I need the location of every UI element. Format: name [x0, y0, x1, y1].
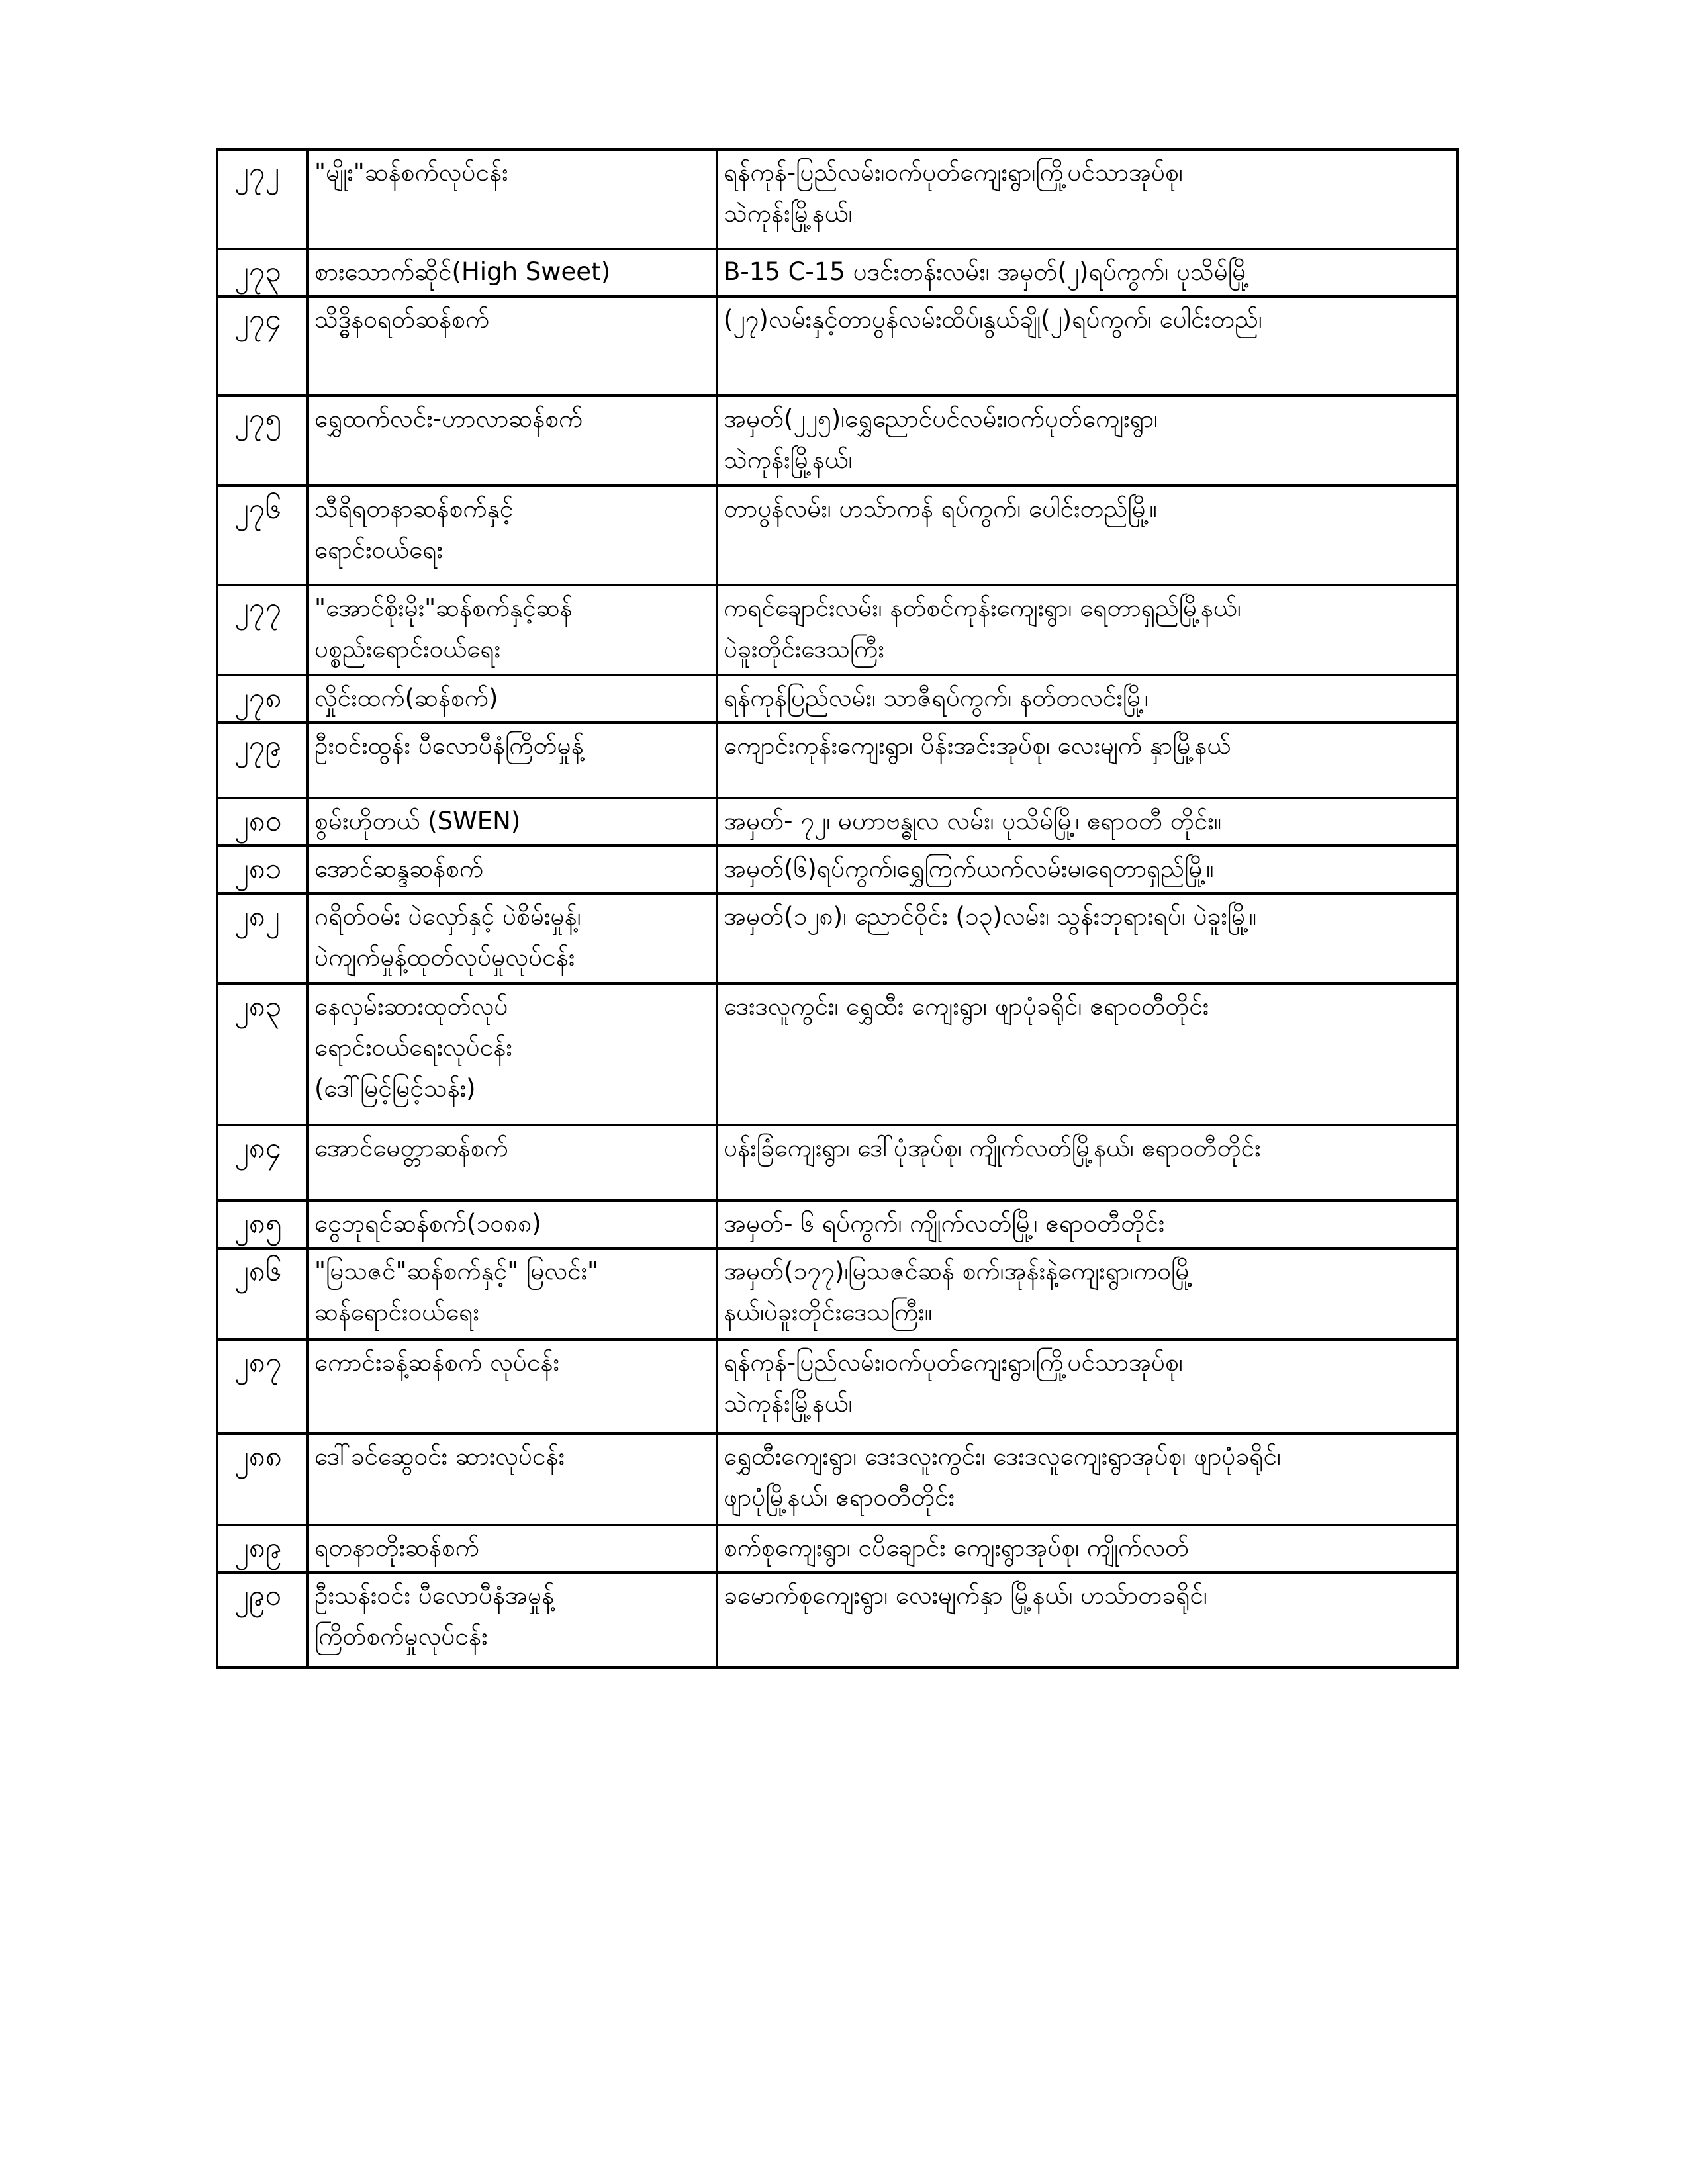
address-cell: အမှတ်(၂၂၅)၊ရွှေညောင်ပင်လမ်း၊ဝက်ပုတ်ကျေးရွာ၊ သဲကုန်းမြို့နယ်၊	[717, 396, 1458, 486]
table-row	[217, 585, 1458, 675]
business-name-cell: ရွှေထက်လင်း-ဟာလာဆန်စက်	[308, 396, 717, 486]
address-cell: အမှတ်- ၇၂၊ မဟာဗန္ဓုလ လမ်း၊ ပုသိမ်မြို့၊ ဧရာဝတီ တိုင်း။	[717, 798, 1458, 846]
address-cell: ကျောင်းကုန်းကျေးရွာ၊ ပိန်းအင်းအုပ်စု၊ လေးမျက် နှာမြို့နယ်	[717, 723, 1458, 798]
table-row	[217, 1340, 1458, 1433]
table-row	[217, 249, 1458, 296]
row-number-cell: ၂၈၉	[217, 1525, 308, 1572]
table-row	[217, 150, 1458, 249]
address-cell: ဒေးဒလူကွင်း၊ ရွှေထီး ကျေးရွာ၊ ဖျာပုံခရိုင်၊ ဧရာဝတီတိုင်း	[717, 983, 1458, 1125]
table-row	[217, 723, 1458, 798]
table-row	[217, 1525, 1458, 1572]
row-number-cell: ၂၇၂	[217, 150, 308, 249]
business-name-cell: ဦးသန်းဝင်း ပီလောပီနံအမှုန့် ကြိတ်စက်မှုလုပ်ငန်း	[308, 1572, 717, 1668]
address-cell: (၂၇)လမ်းနှင့်တာပွန်လမ်းထိပ်၊နွယ်ချို(၂)ရပ်ကွက်၊ ပေါင်းတည်၊	[717, 296, 1458, 396]
table-row	[217, 396, 1458, 486]
address-cell: ကရင်ချောင်းလမ်း၊ နတ်စင်ကုန်းကျေးရွာ၊ ရေတာရှည်မြို့နယ်၊ ပဲခူးတိုင်းဒေသကြီး	[717, 585, 1458, 675]
business-name-cell: ဒေါ်ခင်ဆွေဝင်း ဆားလုပ်ငန်း	[308, 1433, 717, 1525]
table-row	[217, 846, 1458, 893]
row-number-cell: ၂၈၂	[217, 893, 308, 983]
row-number-cell: ၂၈၈	[217, 1433, 308, 1525]
address-cell: B-15 C-15 ပဒင်းတန်းလမ်း၊ အမှတ်(၂)ရပ်ကွက်၊ ပုသိမ်မြို့	[717, 249, 1458, 296]
business-name-cell: အောင်မေတ္တာဆန်စက်	[308, 1125, 717, 1201]
business-name-cell: နေလှမ်းဆားထုတ်လုပ် ရောင်းဝယ်ရေးလုပ်ငန်း (ဒေါ်မြင့်မြင့်သန်း)	[308, 983, 717, 1125]
records-table	[216, 148, 1459, 1669]
row-number-cell: ၂၈၀	[217, 798, 308, 846]
business-name-cell: သီရိရတနာဆန်စက်နှင့် ရောင်းဝယ်ရေး	[308, 486, 717, 585]
row-number-cell: ၂၇၉	[217, 723, 308, 798]
table-row	[217, 486, 1458, 585]
address-cell: အမှတ်(၆)ရပ်ကွက်၊ရွှေကြက်ယက်လမ်းမ၊ရေတာရှည်မြို့။	[717, 846, 1458, 893]
row-number-cell: ၂၈၆	[217, 1248, 308, 1340]
table-row	[217, 893, 1458, 983]
table-row	[217, 1572, 1458, 1668]
business-name-cell: ကောင်းခန့်ဆန်စက် လုပ်ငန်း	[308, 1340, 717, 1433]
row-number-cell: ၂၇၆	[217, 486, 308, 585]
table-row	[217, 798, 1458, 846]
row-number-cell: ၂၈၃	[217, 983, 308, 1125]
table-row	[217, 1248, 1458, 1340]
address-cell: စက်စုကျေးရွာ၊ ငပိချောင်း ကျေးရွာအုပ်စု၊ ကျိုက်လတ်	[717, 1525, 1458, 1572]
address-cell: အမှတ်(၁၂၈)၊ ညောင်ဝိုင်း (၁၃)လမ်း၊ သွန်းဘုရားရပ်၊ ပဲခူးမြို့။	[717, 893, 1458, 983]
address-cell: အမှတ်- ၆ ရပ်ကွက်၊ ကျိုက်လတ်မြို့၊ ဧရာဝတီတိုင်း	[717, 1201, 1458, 1248]
row-number-cell: ၂၈၁	[217, 846, 308, 893]
business-name-cell: "အောင်စိုးမိုး"ဆန်စက်နှင့်ဆန် ပစ္စည်းရောင်းဝယ်ရေး	[308, 585, 717, 675]
row-number-cell: ၂၇၅	[217, 396, 308, 486]
row-number-cell: ၂၉၀	[217, 1572, 308, 1668]
business-name-cell: သိဒ္ဓိနဝရတ်ဆန်စက်	[308, 296, 717, 396]
address-cell: တာပွန်လမ်း၊ ဟသ်ာကန် ရပ်ကွက်၊ ပေါင်းတည်မြို့။	[717, 486, 1458, 585]
business-name-cell: "မြသဇင်"ဆန်စက်နှင့်" မြလင်း" ဆန်ရောင်းဝယ်ရေး	[308, 1248, 717, 1340]
address-cell: ပန်းခြံကျေးရွာ၊ ဒေါ်ပုံအုပ်စု၊ ကျိုက်လတ်မြို့နယ်၊ ဧရာဝတီတိုင်း	[717, 1125, 1458, 1201]
table-row	[217, 1125, 1458, 1201]
business-name-cell: ဂရိတ်ဝမ်း ပဲလှော်နှင့် ပဲစိမ်းမှုန့်၊ ပဲကျက်မှုန့်ထုတ်လုပ်မှုလုပ်ငန်း	[308, 893, 717, 983]
table-row	[217, 296, 1458, 396]
row-number-cell: ၂၈၅	[217, 1201, 308, 1248]
business-name-cell: လှိုင်းထက်(ဆန်စက်)	[308, 675, 717, 723]
business-name-cell: "မျိုး"ဆန်စက်လုပ်ငန်း	[308, 150, 717, 249]
business-name-cell: ရတနာတိုးဆန်စက်	[308, 1525, 717, 1572]
table-row	[217, 983, 1458, 1125]
address-cell: ခမောက်စုကျေးရွာ၊ လေးမျက်နှာ မြို့နယ်၊ ဟသ်ာတခရိုင်၊	[717, 1572, 1458, 1668]
row-number-cell: ၂၇၇	[217, 585, 308, 675]
table-row	[217, 1201, 1458, 1248]
row-number-cell: ၂၈၇	[217, 1340, 308, 1433]
address-cell: အမှတ်(၁၇၇)၊မြသဇင်ဆန် စက်၊အုန်းနဲ့ကျေးရွာ၊ကဝမြို့ နယ်၊ပဲခူးတိုင်းဒေသကြီး။	[717, 1248, 1458, 1340]
table-row	[217, 675, 1458, 723]
address-cell: ရွှေထီးကျေးရွာ၊ ဒေးဒလူးကွင်း၊ ဒေးဒလူကျေးရွာအုပ်စု၊ ဖျာပုံခရိုင်၊ ဖျာပုံမြို့နယ်၊ ဧရာဝတီတိုင်း	[717, 1433, 1458, 1525]
address-cell: ရန်ကုန်-ပြည်လမ်း၊ဝက်ပုတ်ကျေးရွာ၊ကြို့ပင်သာအုပ်စု၊ သဲကုန်းမြို့နယ်၊	[717, 150, 1458, 249]
business-name-cell: ဦးဝင်းထွန်း ပီလောပီနံကြိတ်မှုန့်	[308, 723, 717, 798]
row-number-cell: ၂၇၃	[217, 249, 308, 296]
records-table-body	[217, 150, 1458, 1668]
row-number-cell: ၂၇၈	[217, 675, 308, 723]
business-name-cell: စားသောက်ဆိုင်(High Sweet)	[308, 249, 717, 296]
business-name-cell: ငွေဘုရင်ဆန်စက်(၁၀၈၈)	[308, 1201, 717, 1248]
row-number-cell: ၂၇၄	[217, 296, 308, 396]
row-number-cell: ၂၈၄	[217, 1125, 308, 1201]
business-name-cell: စွမ်းဟိုတယ် (SWEN)	[308, 798, 717, 846]
address-cell: ရန်ကုန်ပြည်လမ်း၊ သာဇီရပ်ကွက်၊ နတ်တလင်းမြို့၊	[717, 675, 1458, 723]
address-cell: ရန်ကုန်-ပြည်လမ်း၊ဝက်ပုတ်ကျေးရွာ၊ကြို့ပင်သာအုပ်စု၊ သဲကုန်းမြို့နယ်၊	[717, 1340, 1458, 1433]
table-row	[217, 1433, 1458, 1525]
business-name-cell: အောင်ဆန္ဒဆန်စက်	[308, 846, 717, 893]
